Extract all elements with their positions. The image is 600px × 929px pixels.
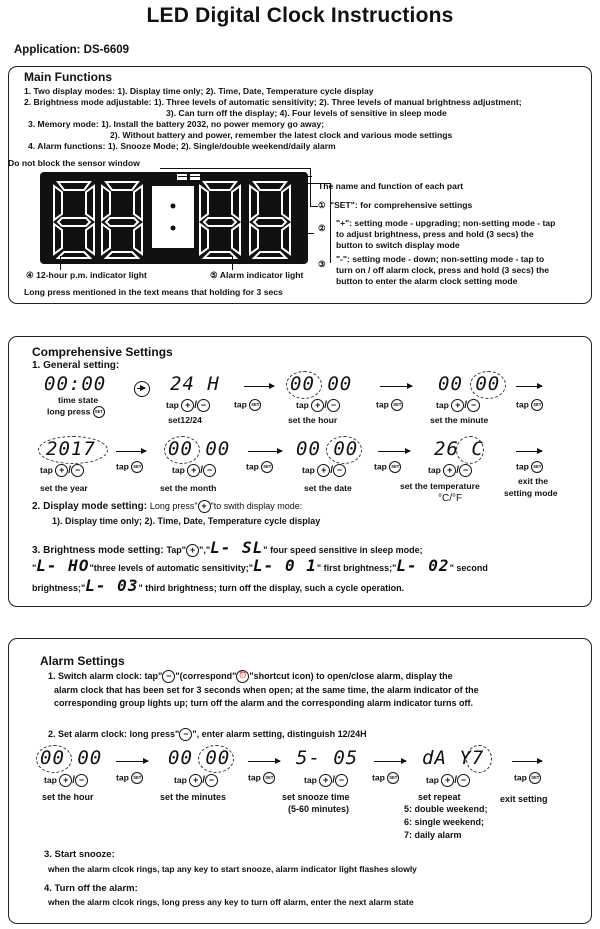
- main-line: 3. Memory mode: 1). Install the battery 2032, no power memory go away;: [28, 119, 325, 129]
- tap-plus-minus: tap + / −: [172, 464, 216, 477]
- arrow-icon: [116, 761, 148, 762]
- set-icon: SET: [261, 461, 273, 473]
- caption: set the year: [40, 483, 88, 493]
- set-icon: SET: [93, 406, 105, 418]
- caption: time state: [58, 395, 99, 405]
- plus-icon: +: [311, 399, 324, 412]
- caption: set snooze time: [282, 792, 350, 802]
- arrow-icon: [516, 451, 542, 452]
- minus-icon: −: [71, 464, 84, 477]
- set-icon: SET: [529, 772, 541, 784]
- plus-icon: +: [441, 774, 454, 787]
- lcd-display: 24 H: [170, 373, 220, 395]
- caption: °C/°F: [438, 493, 463, 504]
- tap-plus-minus: tap + / −: [428, 464, 472, 477]
- part3-text: turn on / off alarm clock, press and hold (3 secs) the: [336, 265, 549, 275]
- repeat-option: 5: double weekend;: [404, 804, 488, 814]
- set-icon: SET: [387, 772, 399, 784]
- tap-set: tap SET: [374, 461, 400, 472]
- clock-illustration: [40, 172, 308, 264]
- alarm-item3-text: when the alarm clcok rings, tap any key to start snooze, alarm indicator light flashes slowly: [48, 864, 417, 874]
- caption: set the hour: [288, 415, 338, 425]
- set-icon: SET: [531, 461, 543, 473]
- application-label: Application: DS-6609: [14, 44, 130, 56]
- part2-text: button to switch display mode: [336, 240, 460, 250]
- exit-caption: exit the: [518, 476, 549, 486]
- tap-plus-minus: tap + / −: [302, 464, 346, 477]
- main-line: 4. Alarm functions: 1). Snooze Mode; 2). Single/double weekend/daily alarm: [28, 141, 336, 151]
- sensor-note: Do not block the sensor window: [8, 158, 140, 168]
- caption: long press SET: [47, 406, 103, 417]
- caption: set12/24: [168, 415, 202, 425]
- tap-set: tap SET: [514, 772, 540, 783]
- set-icon: SET: [531, 399, 543, 411]
- minus-icon: −: [459, 464, 472, 477]
- plus-icon: +: [59, 774, 72, 787]
- plus-icon: +: [451, 399, 464, 412]
- main-line: 1. Two display modes: 1). Display time only; 2). Time, Date, Temperature cycle display: [24, 86, 374, 96]
- alarm-item1: 1. Switch alarm clock: tap" − "(correspond" ⏰ "shortcut icon) to open/close alarm, display the: [48, 670, 453, 681]
- tap-set: tap SET: [234, 399, 260, 410]
- arrow-icon: [248, 451, 282, 452]
- caption: set the minutes: [160, 792, 227, 802]
- page-title: LED Digital Clock Instructions: [146, 4, 454, 27]
- plus-icon: +: [181, 399, 194, 412]
- main-line: 2). Without battery and power, remember the latest clock and various mode settings: [110, 130, 453, 140]
- callout-line: [300, 233, 314, 234]
- tap-plus-minus: tap + / −: [44, 774, 88, 787]
- tap-plus-minus: tap + / −: [436, 399, 480, 412]
- arrow-icon: [244, 386, 274, 387]
- set-icon: SET: [263, 772, 275, 784]
- exit-caption: exit setting: [500, 794, 548, 804]
- display-mode-options: 1). Display time only; 2). Time, Date, Temperature cycle display: [52, 516, 321, 526]
- part2-num: ②: [318, 223, 326, 233]
- lcd-display: 26 C: [434, 438, 484, 460]
- lcd-display: 00 00: [438, 373, 501, 395]
- part5-text: ⑤ Alarm indicator light: [210, 270, 304, 280]
- lcd-display: 00:00: [44, 373, 107, 395]
- callout-line: [232, 256, 233, 270]
- part3-num: ③: [318, 259, 326, 269]
- main-line: 3). Can turn off the display; 4). Four levels of sensitive in sleep mode: [166, 108, 447, 118]
- brightness-line: brightness;"L- 03" third brightness; turn off the display, such a cycle operation.: [32, 576, 405, 595]
- arrow-icon: [512, 761, 542, 762]
- lcd-display: 00 00: [168, 438, 231, 460]
- callout-line: [178, 176, 312, 177]
- minus-icon: −: [467, 399, 480, 412]
- minus-icon: −: [205, 774, 218, 787]
- tap-plus-minus: tap + / −: [40, 464, 84, 477]
- caption: set the minute: [430, 415, 489, 425]
- tap-set: tap SET: [376, 399, 402, 410]
- callout-line: [300, 176, 301, 234]
- lcd-display: 2017: [46, 438, 96, 460]
- lcd-display: 00 00: [40, 747, 103, 769]
- part3-text: button to enter the alarm clock setting mode: [336, 276, 518, 286]
- part1-num: ①: [318, 200, 326, 210]
- minus-icon: −: [162, 670, 175, 683]
- alarm-item1-text: corresponding group lights up; turn off the alarm and the corresponding alarm indicator turns off.: [54, 698, 474, 708]
- tap-set: tap SET: [246, 461, 272, 472]
- arrow-icon: [248, 761, 280, 762]
- minus-icon: −: [327, 399, 340, 412]
- part1-text: "SET": for comprehensive settings: [330, 200, 473, 210]
- plus-icon: +: [317, 464, 330, 477]
- minus-icon: −: [333, 464, 346, 477]
- arrow-circle-icon: [134, 381, 150, 397]
- repeat-option: 7: daily alarm: [404, 830, 462, 840]
- minus-icon: −: [197, 399, 210, 412]
- caption: set repeat: [418, 792, 461, 802]
- tap-set: tap SET: [516, 461, 542, 472]
- clock-digits-icon: [40, 172, 308, 264]
- set-icon: SET: [391, 399, 403, 411]
- lcd-display: 00 00: [168, 747, 231, 769]
- minus-icon: −: [335, 774, 348, 787]
- callout-line: [310, 168, 311, 206]
- general-setting-label: 1. General setting:: [32, 360, 120, 371]
- lcd-display: 00 00: [290, 373, 353, 395]
- long-press-note: Long press mentioned in the text means that holding for 3 secs: [24, 287, 283, 297]
- minus-icon: −: [457, 774, 470, 787]
- tap-set: tap SET: [516, 399, 542, 410]
- plus-icon: +: [186, 544, 199, 557]
- minus-icon: −: [203, 464, 216, 477]
- callout-line: [330, 183, 331, 263]
- part2-text: to adjust brightness, press and hold (3 secs) the: [336, 229, 534, 239]
- set-icon: SET: [131, 772, 143, 784]
- brightness-line: 3. Brightness mode setting: Tap" + ","L- SL" four speed sensitive in sleep mode;: [32, 538, 423, 557]
- tap-set: tap SET: [248, 772, 274, 783]
- tap-plus-minus: tap + / −: [174, 774, 218, 787]
- tap-set: tap SET: [116, 461, 142, 472]
- set-icon: SET: [249, 399, 261, 411]
- tap-plus-minus: tap + / −: [296, 399, 340, 412]
- tap-set: tap SET: [372, 772, 398, 783]
- minus-icon: −: [75, 774, 88, 787]
- callout-line: [60, 256, 61, 270]
- arrow-icon: [378, 451, 410, 452]
- display-mode-line: 2. Display mode setting: Long press" + "to swith display mode:: [32, 501, 303, 513]
- plus-icon: +: [55, 464, 68, 477]
- callout-line: [160, 168, 310, 169]
- alarm-item1-text: alarm clock that has been set for 3 seconds when open; at the same time, the alarm indicator of the: [54, 685, 479, 695]
- alarm-item2: 2. Set alarm clock: long press" − ", enter alarm setting, distinguish 12/24H: [48, 728, 367, 739]
- alarm-clock-icon: ⏰: [236, 670, 249, 683]
- plus-icon: +: [198, 500, 211, 513]
- arrow-icon: [116, 451, 146, 452]
- main-line: 2. Brightness mode adjustable: 1). Three levels of automatic sensitivity; 2). Three levels of manual brightness adjustment;: [24, 97, 522, 107]
- main-functions-heading: Main Functions: [24, 70, 112, 84]
- arrow-icon: [380, 386, 412, 387]
- caption: set the hour: [42, 792, 94, 802]
- tap-set: tap SET: [116, 772, 142, 783]
- exit-caption: setting mode: [504, 488, 558, 498]
- set-icon: SET: [131, 461, 143, 473]
- part4-text: ④ 12-hour p.m. indicator light: [26, 270, 147, 280]
- plus-icon: +: [319, 774, 332, 787]
- plus-icon: +: [187, 464, 200, 477]
- callout-line: [310, 206, 318, 207]
- tap-plus-minus: tap + / −: [426, 774, 470, 787]
- tap-plus-minus: tap + / −: [166, 399, 210, 412]
- alarm-item4-text: when the alarm clcok rings, long press any key to turn off alarm, enter the next alarm state: [48, 897, 414, 907]
- repeat-option: 6: single weekend;: [404, 817, 485, 827]
- set-icon: SET: [389, 461, 401, 473]
- lcd-display: dA Y7: [422, 747, 485, 769]
- tap-plus-minus: tap + / −: [304, 774, 348, 787]
- caption: (5-60 minutes): [288, 804, 350, 814]
- caption: set the temperature: [400, 481, 480, 491]
- parts-heading: The name and function of each part: [318, 181, 464, 191]
- caption: set the date: [304, 483, 352, 493]
- alarm-item3: 3. Start snooze:: [44, 849, 115, 860]
- part3-text: "-": setting mode - down; non-setting mode - tap to: [336, 254, 545, 264]
- lcd-display: 00 00: [296, 438, 359, 460]
- lcd-display: 5- 05: [296, 747, 359, 769]
- plus-icon: +: [189, 774, 202, 787]
- arrow-icon: [516, 386, 542, 387]
- arrow-icon: [374, 761, 406, 762]
- alarm-heading: Alarm Settings: [40, 654, 125, 668]
- plus-icon: +: [443, 464, 456, 477]
- alarm-item4: 4. Turn off the alarm:: [44, 883, 138, 894]
- comp-heading: Comprehensive Settings: [32, 345, 173, 359]
- minus-icon: −: [179, 728, 192, 741]
- part2-text: "+": setting mode - upgrading; non-setting mode - tap: [336, 218, 556, 228]
- caption: set the month: [160, 483, 217, 493]
- brightness-line: "L- HO"three levels of automatic sensitivity;"L- 0 1" first brightness;"L- 02" second: [32, 556, 488, 575]
